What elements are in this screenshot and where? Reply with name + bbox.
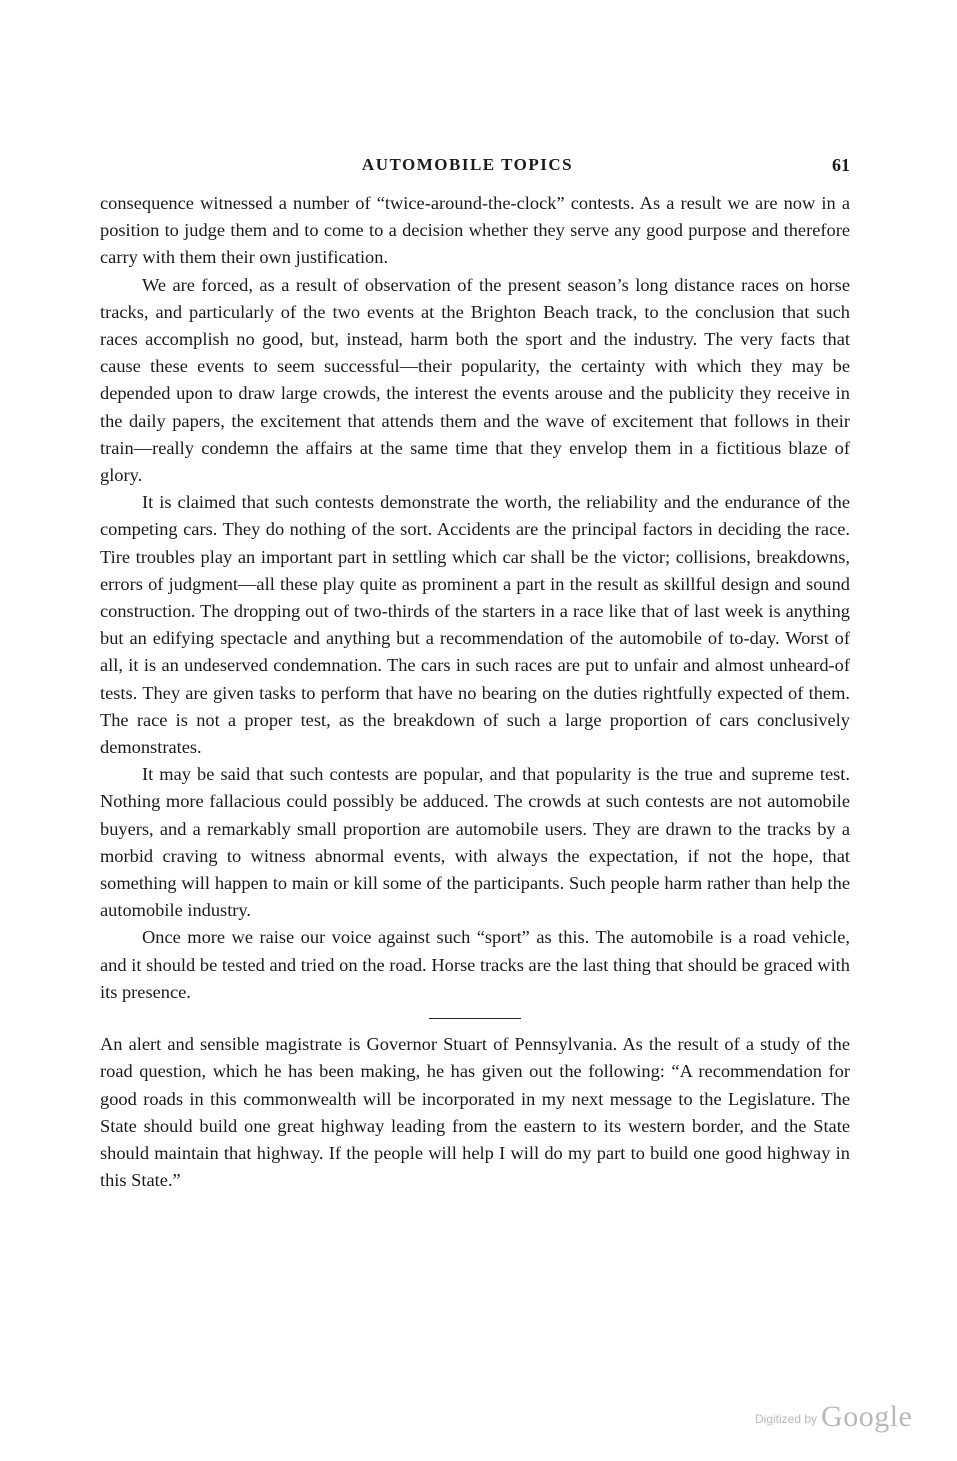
document-page — [100, 0, 913, 1461]
watermark-prefix: Digitized by — [755, 1412, 818, 1426]
paragraph-4: It may be said that such contests are popular, and that popularity is the true and supreme test. Nothing more fallacious could possibly be adduced. The crowds at such contests are not automobile buyers, and a remarkably small proportion are automobile users. They are drawn to the tracks by a morbid craving to witness abnormal events, with always the expectation, if not the hope, that something will happen to main or kill some of the participants. Such people harm rather than help the automobile industry. — [100, 764, 850, 921]
section-separator — [429, 1018, 521, 1019]
paragraph-1: consequence witnessed a number of “twice-around-the-clock” contests. As a result we are now in a position to judge them and to come to a decision whether they serve any good purpose and therefore carry with them their own justification. — [100, 193, 850, 268]
digitized-by-watermark — [755, 1400, 912, 1440]
body-text — [100, 190, 850, 1194]
paragraph-3: It is claimed that such contests demonstrate the worth, the reliability and the endurance of the competing cars. They do nothing of the sort. Accidents are the principal factors in deciding the race. Tire troubles play an important part in settling which car shall be the victor; collisions, breakdowns, errors of judgment—all these play quite as prominent a part in the result as skillful design and sound construction. The dropping out of two-thirds of the starters in a race like that of last week is anything but an edifying spectacle and anything but a recommendation of the automobile of to-day. Worst of all, it is an undeserved condemnation. The cars in such races are put to unfair and almost unheard-of tests. They are given tasks to perform that have no bearing on the duties rightfully expected of them. The race is not a proper test, as the breakdown of such a large proportion of cars conclusively demonstrates. — [100, 492, 850, 758]
paragraph-5: Once more we raise our voice against such “sport” as this. The automobile is a road vehicle, and it should be tested and tried on the road. Horse tracks are the last thing that should be graced with its presence. — [100, 927, 850, 1002]
running-title: AUTOMOBILE TOPICS — [361, 155, 574, 174]
paragraph-6: An alert and sensible magistrate is Governor Stuart of Pennsylvania. As the result of a study of the road question, which he has been making, he has given out the following: “A recommendation for good roads in this commonwealth will be incorporated in my next message to the Legislature. The State should build one great highway leading from the eastern to its western border, and the State should maintain that highway. If the people will help I will do my part to build one good highway in this State.” — [100, 1034, 850, 1191]
page-number: 61 — [832, 155, 850, 175]
watermark-brand: Google — [821, 1400, 913, 1433]
running-header — [100, 155, 850, 179]
paragraph-2: We are forced, as a result of observation of the present season’s long distance races on horse tracks, and particularly of the two events at the Brighton Beach track, to the conclusion that such races accomplish no good, but, instead, harm both the sport and the industry. The very facts that cause these events to seem successful—their popularity, the certainty with which they may be depended upon to draw large crowds, the interest the events arouse and the publicity they receive in the daily papers, the excitement that attends them and the wave of excitement that follows in their train—really condemn the affairs at the same time that they envelop them in a fictitious blaze of glory. — [100, 274, 850, 486]
